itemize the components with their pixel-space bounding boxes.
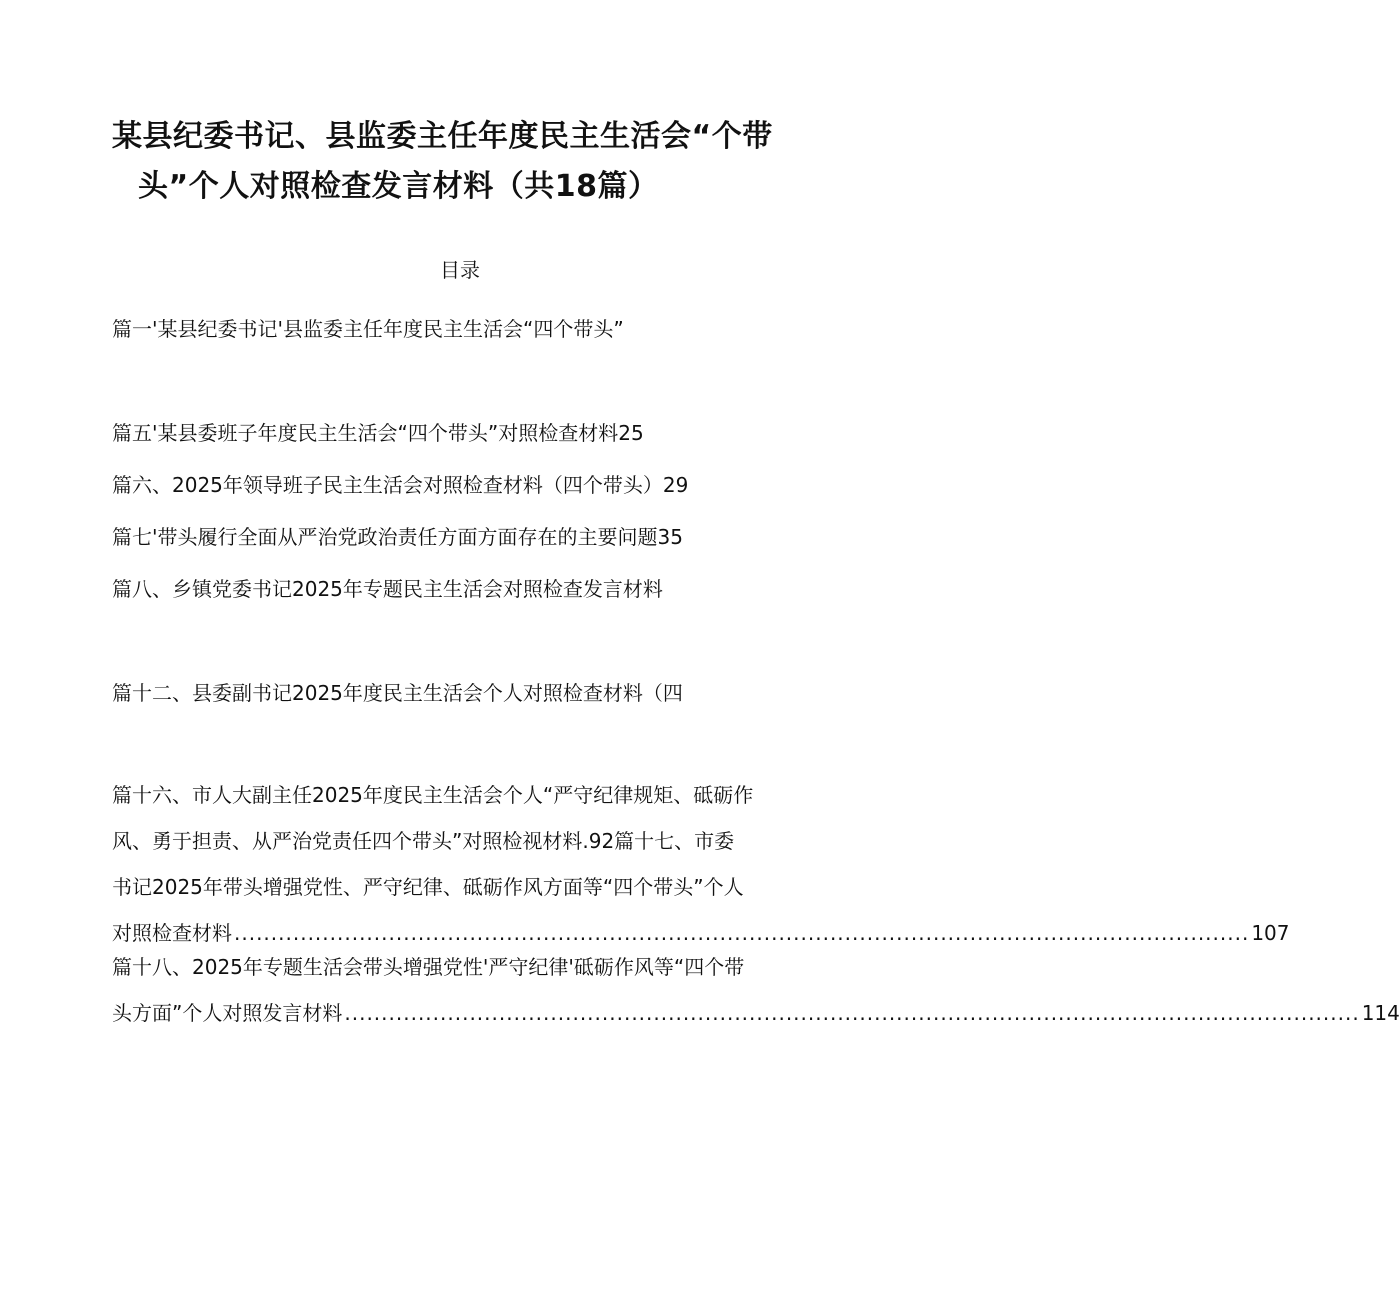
toc-entry-text: 篇十二、县委副书记2025年度民主生活会个人对照检查材料（四: [112, 681, 683, 705]
toc-entry-1[interactable]: [112, 306, 852, 352]
toc-entry-line: 书记2025年带头增强党性、严守纪律、砥砺作风方面等“四个带头”个人: [112, 875, 744, 899]
toc-entry-7[interactable]: [112, 772, 1290, 956]
toc-entry-5[interactable]: [112, 566, 852, 612]
leader-dots: ..........................................................................................................................................: [344, 1001, 1360, 1025]
toc-entry-leader-line: [112, 990, 1400, 1036]
title-line-2: 头”个人对照检查发言材料（共18篇）: [138, 169, 659, 204]
toc-entry-6[interactable]: [112, 670, 852, 716]
toc-entry-text: 篇六、2025年领导班子民主生活会对照检查材料（四个带头）29: [112, 473, 689, 497]
toc-entry-line: 篇十八、2025年专题生活会带头增强党性'严守纪律'砥砺作风等“四个带: [112, 955, 745, 979]
toc-entry-8[interactable]: [112, 944, 1400, 1036]
document-title: [112, 112, 832, 212]
toc-entry-line: 对照检查材料: [112, 921, 232, 945]
toc-heading: 目录: [440, 258, 480, 282]
toc-entry-line: 篇十六、市人大副主任2025年度民主生活会个人“严守纪律规矩、砥砺作: [112, 783, 754, 807]
toc-entry-text: 篇一'某县纪委书记'县监委主任年度民主生活会“四个带头”: [112, 317, 624, 341]
toc-entry-4[interactable]: [112, 514, 852, 560]
toc-entry-2[interactable]: [112, 410, 852, 456]
toc-entry-text: 篇八、乡镇党委书记2025年专题民主生活会对照检查发言材料: [112, 577, 663, 601]
page-number: 114: [1361, 1001, 1400, 1025]
toc-entry-text: 篇五'某县委班子年度民主生活会“四个带头”对照检查材料25: [112, 421, 644, 445]
title-line-1: 某县纪委书记、县监委主任年度民主生活会“个带: [112, 119, 773, 154]
toc-entry-line: 头方面”个人对照发言材料: [112, 1001, 343, 1025]
page-number: 107: [1251, 921, 1290, 945]
toc-entry-text: 篇七'带头履行全面从严治党政治责任方面方面存在的主要问题35: [112, 525, 683, 549]
toc-entry-3[interactable]: [112, 462, 852, 508]
toc-entry-line: 风、勇于担责、从严治党责任四个带头”对照检视材料.92篇十七、市委: [112, 829, 735, 853]
leader-dots: ..........................................................................................................................................: [234, 921, 1250, 945]
